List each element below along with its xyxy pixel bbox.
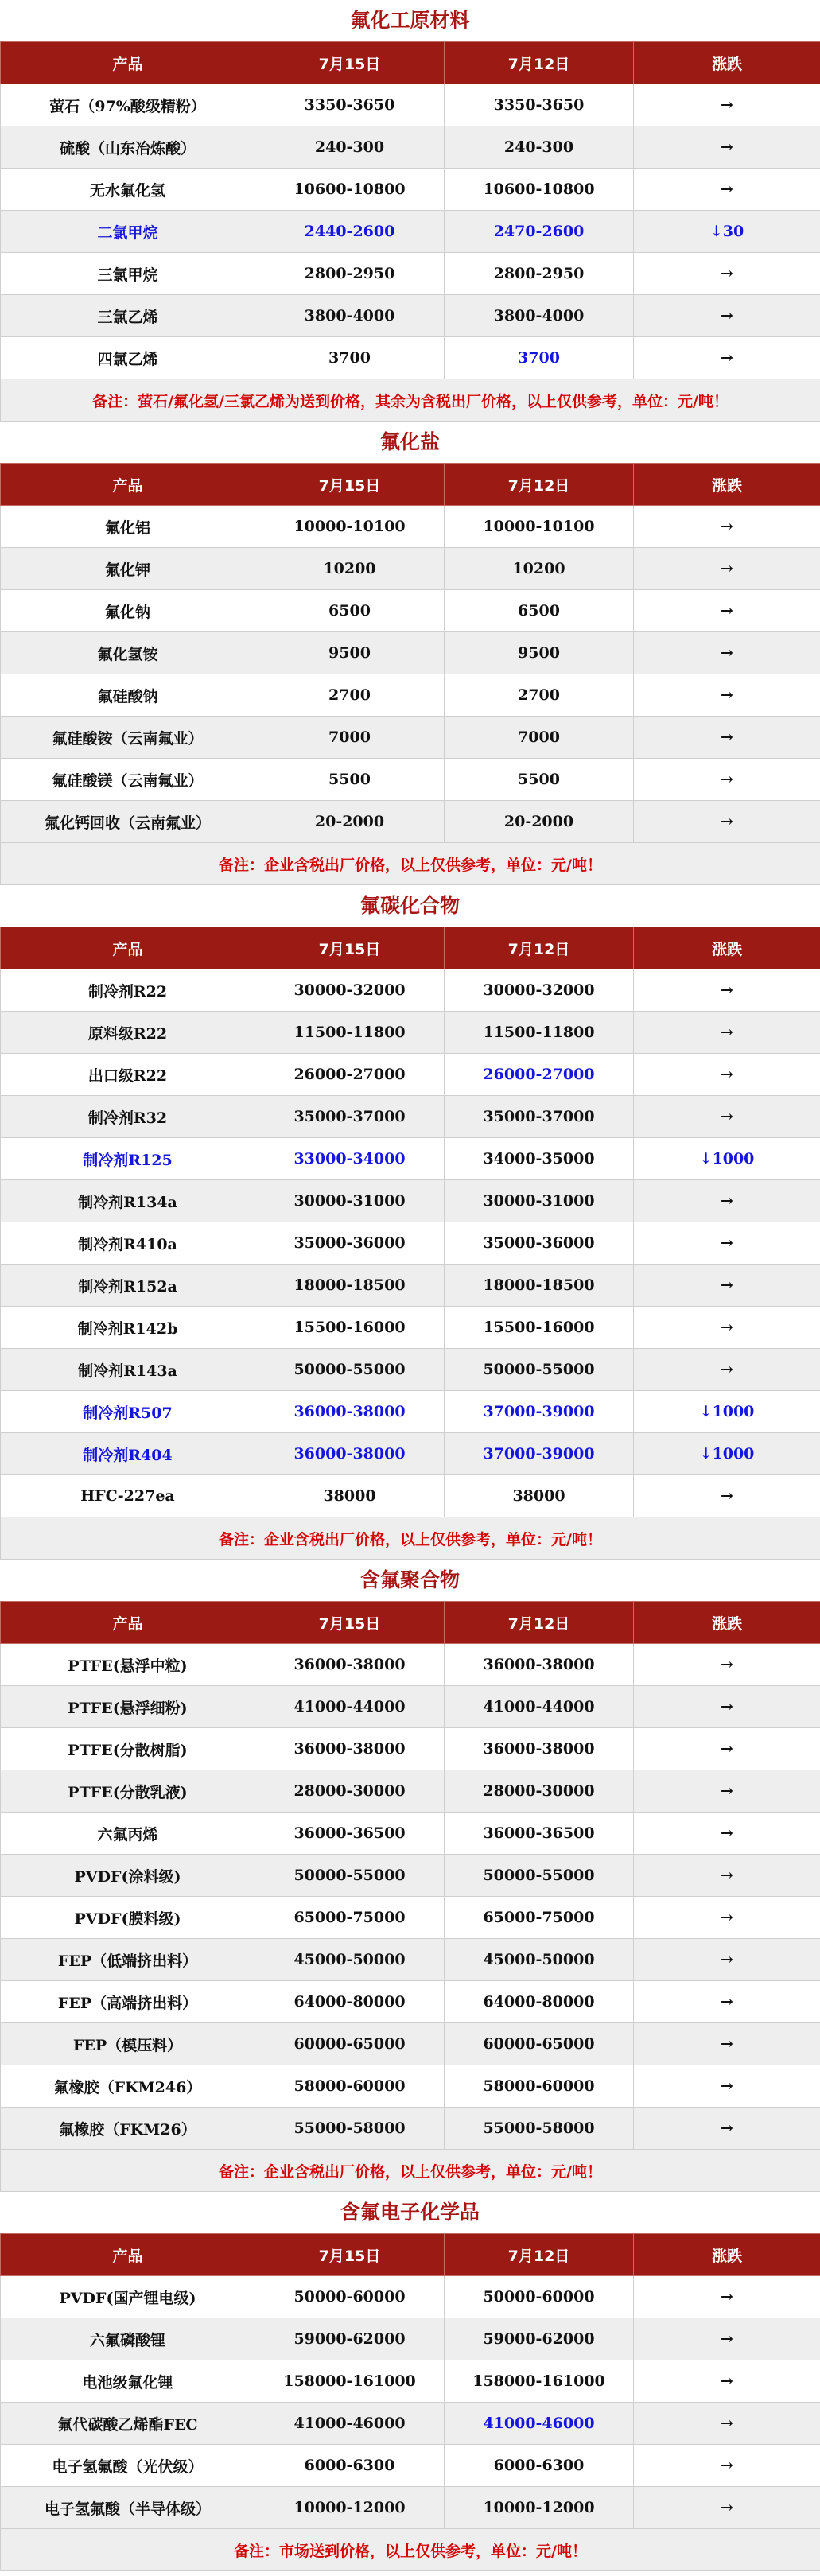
table-row	[1, 169, 820, 211]
price-change: ↓1000	[634, 1138, 820, 1180]
price-date-1: 33000-34000	[255, 1138, 445, 1180]
product-name: 出口级R22	[1, 1054, 255, 1096]
section-0	[0, 0, 820, 422]
header-date-1: 7月15日	[255, 927, 445, 969]
price-date-2: 50000-55000	[445, 1349, 634, 1391]
price-table	[0, 1601, 820, 2192]
table-row	[1, 1770, 820, 1813]
price-change: →	[634, 759, 820, 801]
table-row	[1, 1939, 820, 1981]
section-title: 含氟电子化学品	[340, 2201, 480, 2224]
table-header-row	[1, 42, 820, 84]
price-date-2: 240-300	[445, 126, 634, 169]
header-change: 涨跌	[634, 927, 820, 969]
price-change: →	[634, 1307, 820, 1349]
price-change: →	[634, 2360, 820, 2403]
product-name: 制冷剂R125	[1, 1138, 255, 1180]
product-name: 四氯乙烯	[1, 337, 255, 379]
price-date-2: 64000-80000	[445, 1981, 634, 2023]
price-date-2: 58000-60000	[445, 2065, 634, 2108]
table-row	[1, 1644, 820, 1686]
product-name: 氟代碳酸乙烯酯FEC	[1, 2403, 255, 2445]
price-date-1: 36000-38000	[255, 1728, 445, 1770]
price-change: →	[634, 2318, 820, 2360]
table-row	[1, 2318, 820, 2360]
table-row	[1, 295, 820, 337]
price-date-1: 3800-4000	[255, 295, 445, 337]
price-date-2: 6500	[445, 590, 634, 632]
price-date-2: 37000-39000	[445, 1433, 634, 1475]
header-date-1: 7月15日	[255, 1602, 445, 1644]
price-change: ↓1000	[634, 1391, 820, 1433]
product-name: 电子氢氟酸（光伏级）	[1, 2445, 255, 2487]
price-date-1: 10000-12000	[255, 2487, 445, 2529]
price-change: →	[634, 632, 820, 674]
price-date-2: 3700	[445, 337, 634, 379]
price-date-2: 2700	[445, 674, 634, 717]
price-date-2: 26000-27000	[445, 1054, 634, 1096]
price-change: →	[634, 1265, 820, 1307]
header-date-2: 7月12日	[445, 464, 634, 506]
table-header-row	[1, 1602, 820, 1644]
price-change: →	[634, 2276, 820, 2318]
table-row	[1, 211, 820, 253]
price-change: →	[634, 1096, 820, 1138]
price-date-2: 45000-50000	[445, 1939, 634, 1981]
price-change: →	[634, 1728, 820, 1770]
table-row	[1, 337, 820, 379]
price-table	[0, 463, 820, 885]
price-change: →	[634, 1012, 820, 1054]
price-date-2: 41000-44000	[445, 1686, 634, 1728]
table-row	[1, 1981, 820, 2023]
table-row	[1, 2487, 820, 2529]
section-4	[0, 2192, 820, 2571]
price-date-2: 30000-31000	[445, 1180, 634, 1222]
table-row	[1, 1475, 820, 1517]
price-date-1: 15500-16000	[255, 1307, 445, 1349]
price-date-1: 50000-60000	[255, 2276, 445, 2318]
price-change: →	[634, 84, 820, 126]
price-date-1: 6000-6300	[255, 2445, 445, 2487]
table-row	[1, 2023, 820, 2065]
product-name: PVDF(涂料级)	[1, 1855, 255, 1897]
price-date-2: 10600-10800	[445, 169, 634, 211]
price-date-2: 10000-10100	[445, 506, 634, 548]
price-date-1: 50000-55000	[255, 1349, 445, 1391]
header-change: 涨跌	[634, 1602, 820, 1644]
price-change: →	[634, 2487, 820, 2529]
price-date-1: 45000-50000	[255, 1939, 445, 1981]
product-name: 六氟磷酸锂	[1, 2318, 255, 2360]
price-date-1: 240-300	[255, 126, 445, 169]
price-date-2: 158000-161000	[445, 2360, 634, 2403]
table-header-row	[1, 464, 820, 506]
table-header-row	[1, 927, 820, 969]
price-table	[0, 927, 820, 1560]
price-date-1: 3700	[255, 337, 445, 379]
price-date-1: 5500	[255, 759, 445, 801]
price-date-2: 50000-55000	[445, 1855, 634, 1897]
section-title: 氟碳化合物	[359, 894, 460, 917]
price-date-2: 28000-30000	[445, 1770, 634, 1813]
price-date-1: 36000-36500	[255, 1813, 445, 1855]
price-date-2: 15500-16000	[445, 1307, 634, 1349]
section-title: 氟化盐	[379, 430, 440, 453]
product-name: 制冷剂R410a	[1, 1222, 255, 1265]
price-date-1: 36000-38000	[255, 1391, 445, 1433]
section-2	[0, 885, 820, 1560]
price-date-2: 3800-4000	[445, 295, 634, 337]
price-date-2: 50000-60000	[445, 2276, 634, 2318]
price-date-1: 35000-36000	[255, 1222, 445, 1265]
price-date-1: 55000-58000	[255, 2108, 445, 2150]
price-change: →	[634, 801, 820, 843]
table-row	[1, 1307, 820, 1349]
product-name: 三氯甲烷	[1, 253, 255, 295]
price-change: →	[634, 1897, 820, 1939]
section-note: 备注：企业含税出厂价格，以上仅供参考，单位：元/吨！	[1, 1517, 820, 1560]
price-date-1: 26000-27000	[255, 1054, 445, 1096]
section-title: 含氟聚合物	[359, 1568, 460, 1591]
price-date-2: 20-2000	[445, 801, 634, 843]
table-row	[1, 674, 820, 717]
price-change: →	[634, 1054, 820, 1096]
table-row	[1, 1349, 820, 1391]
product-name: 氟化铝	[1, 506, 255, 548]
header-product: 产品	[1, 42, 255, 84]
note-row	[1, 379, 820, 422]
price-date-1: 6500	[255, 590, 445, 632]
product-name: 氟硅酸钠	[1, 674, 255, 717]
table-row	[1, 801, 820, 843]
product-name: 电池级氟化锂	[1, 2360, 255, 2403]
table-row	[1, 590, 820, 632]
price-date-2: 37000-39000	[445, 1391, 634, 1433]
product-name: 无水氟化氢	[1, 169, 255, 211]
price-change: →	[634, 2445, 820, 2487]
price-change: →	[634, 1349, 820, 1391]
header-change: 涨跌	[634, 464, 820, 506]
price-date-2: 11500-11800	[445, 1012, 634, 1054]
header-product: 产品	[1, 1602, 255, 1644]
note-row	[1, 2529, 820, 2571]
product-name: 萤石（97%酸级精粉）	[1, 84, 255, 126]
price-change: →	[634, 126, 820, 169]
table-row	[1, 2276, 820, 2318]
price-date-2: 36000-38000	[445, 1728, 634, 1770]
table-row	[1, 2360, 820, 2403]
price-table	[0, 2233, 820, 2571]
price-date-2: 2470-2600	[445, 211, 634, 253]
header-date-1: 7月15日	[255, 464, 445, 506]
price-date-2: 59000-62000	[445, 2318, 634, 2360]
price-change: ↓30	[634, 211, 820, 253]
table-row	[1, 1054, 820, 1096]
product-name: 三氯乙烯	[1, 295, 255, 337]
section-note: 备注：企业含税出厂价格，以上仅供参考，单位：元/吨！	[1, 2150, 820, 2192]
section-title: 氟化工原材料	[350, 9, 470, 32]
product-name: 制冷剂R22	[1, 969, 255, 1012]
header-change: 涨跌	[634, 2234, 820, 2276]
product-name: 制冷剂R142b	[1, 1307, 255, 1349]
price-change: →	[634, 1180, 820, 1222]
product-name: 氟硅酸镁（云南氟业）	[1, 759, 255, 801]
price-date-1: 38000	[255, 1475, 445, 1517]
price-date-1: 59000-62000	[255, 2318, 445, 2360]
product-name: PTFE(分散乳液)	[1, 1770, 255, 1813]
product-name: 制冷剂R507	[1, 1391, 255, 1433]
price-change: →	[634, 1981, 820, 2023]
price-date-2: 5500	[445, 759, 634, 801]
price-date-2: 30000-32000	[445, 969, 634, 1012]
price-date-2: 35000-37000	[445, 1096, 634, 1138]
table-row	[1, 1728, 820, 1770]
price-date-1: 10200	[255, 548, 445, 590]
product-name: 氟橡胶（FKM26）	[1, 2108, 255, 2150]
table-row	[1, 2065, 820, 2108]
price-change: →	[634, 1855, 820, 1897]
product-name: PTFE(悬浮中粒)	[1, 1644, 255, 1686]
price-date-1: 10600-10800	[255, 169, 445, 211]
price-change: →	[634, 1686, 820, 1728]
price-date-1: 3350-3650	[255, 84, 445, 126]
header-date-1: 7月15日	[255, 2234, 445, 2276]
product-name: PVDF(国产锂电级)	[1, 2276, 255, 2318]
price-date-2: 55000-58000	[445, 2108, 634, 2150]
price-date-1: 11500-11800	[255, 1012, 445, 1054]
product-name: 氟橡胶（FKM246）	[1, 2065, 255, 2108]
product-name: 制冷剂R152a	[1, 1265, 255, 1307]
table-row	[1, 253, 820, 295]
product-name: HFC-227ea	[1, 1475, 255, 1517]
table-row	[1, 126, 820, 169]
table-row	[1, 969, 820, 1012]
price-change: →	[634, 506, 820, 548]
product-name: 二氯甲烷	[1, 211, 255, 253]
note-row	[1, 843, 820, 885]
table-row	[1, 506, 820, 548]
table-row	[1, 1096, 820, 1138]
table-row	[1, 1686, 820, 1728]
price-change: →	[634, 337, 820, 379]
product-name: 制冷剂R134a	[1, 1180, 255, 1222]
table-row	[1, 1012, 820, 1054]
price-date-2: 10000-12000	[445, 2487, 634, 2529]
price-date-2: 9500	[445, 632, 634, 674]
price-table	[0, 41, 820, 422]
price-date-1: 2440-2600	[255, 211, 445, 253]
note-row	[1, 2150, 820, 2192]
price-change: →	[634, 169, 820, 211]
price-date-2: 65000-75000	[445, 1897, 634, 1939]
price-date-2: 34000-35000	[445, 1138, 634, 1180]
table-row	[1, 1138, 820, 1180]
table-row	[1, 1855, 820, 1897]
product-name: 氟硅酸铵（云南氟业）	[1, 717, 255, 759]
price-date-1: 30000-31000	[255, 1180, 445, 1222]
price-change: →	[634, 2108, 820, 2150]
price-date-2: 36000-36500	[445, 1813, 634, 1855]
price-date-1: 18000-18500	[255, 1265, 445, 1307]
section-note: 备注：企业含税出厂价格，以上仅供参考，单位：元/吨！	[1, 843, 820, 885]
table-row	[1, 1897, 820, 1939]
price-change: →	[634, 253, 820, 295]
price-date-2: 3350-3650	[445, 84, 634, 126]
price-change: →	[634, 1770, 820, 1813]
price-date-1: 10000-10100	[255, 506, 445, 548]
table-row	[1, 1222, 820, 1265]
price-date-1: 41000-44000	[255, 1686, 445, 1728]
price-change: →	[634, 2023, 820, 2065]
table-row	[1, 1433, 820, 1475]
price-date-1: 158000-161000	[255, 2360, 445, 2403]
table-row	[1, 1265, 820, 1307]
product-name: 电子氢氟酸（半导体级）	[1, 2487, 255, 2529]
product-name: 制冷剂R32	[1, 1096, 255, 1138]
header-change: 涨跌	[634, 42, 820, 84]
price-date-2: 7000	[445, 717, 634, 759]
price-date-1: 2800-2950	[255, 253, 445, 295]
product-name: 原料级R22	[1, 1012, 255, 1054]
header-date-2: 7月12日	[445, 1602, 634, 1644]
section-3	[0, 1560, 820, 2192]
price-date-1: 9500	[255, 632, 445, 674]
table-row	[1, 1180, 820, 1222]
price-date-1: 7000	[255, 717, 445, 759]
price-date-2: 38000	[445, 1475, 634, 1517]
header-product: 产品	[1, 464, 255, 506]
price-change: →	[634, 717, 820, 759]
header-date-1: 7月15日	[255, 42, 445, 84]
product-name: FEP（高端挤出料）	[1, 1981, 255, 2023]
price-change: →	[634, 548, 820, 590]
header-product: 产品	[1, 2234, 255, 2276]
price-date-1: 20-2000	[255, 801, 445, 843]
table-row	[1, 717, 820, 759]
price-date-1: 65000-75000	[255, 1897, 445, 1939]
price-date-1: 35000-37000	[255, 1096, 445, 1138]
header-date-2: 7月12日	[445, 927, 634, 969]
price-date-1: 50000-55000	[255, 1855, 445, 1897]
price-date-2: 60000-65000	[445, 2023, 634, 2065]
product-name: 六氟丙烯	[1, 1813, 255, 1855]
product-name: 制冷剂R404	[1, 1433, 255, 1475]
table-header-row	[1, 2234, 820, 2276]
table-row	[1, 2403, 820, 2445]
table-row	[1, 632, 820, 674]
price-date-1: 41000-46000	[255, 2403, 445, 2445]
price-change: →	[634, 1475, 820, 1517]
product-name: PVDF(膜料级)	[1, 1897, 255, 1939]
table-row	[1, 2445, 820, 2487]
product-name: 氟化钠	[1, 590, 255, 632]
header-date-2: 7月12日	[445, 42, 634, 84]
price-date-1: 28000-30000	[255, 1770, 445, 1813]
product-name: FEP（模压料）	[1, 2023, 255, 2065]
price-change: →	[634, 674, 820, 717]
product-name: PTFE(分散树脂)	[1, 1728, 255, 1770]
price-change: →	[634, 1939, 820, 1981]
price-date-2: 41000-46000	[445, 2403, 634, 2445]
product-name: 制冷剂R143a	[1, 1349, 255, 1391]
price-date-1: 64000-80000	[255, 1981, 445, 2023]
price-date-1: 60000-65000	[255, 2023, 445, 2065]
product-name: FEP（低端挤出料）	[1, 1939, 255, 1981]
price-change: →	[634, 2403, 820, 2445]
section-note: 备注：市场送到价格，以上仅供参考，单位：元/吨！	[1, 2529, 820, 2571]
table-row	[1, 759, 820, 801]
product-name: 氟化钙回收（云南氟业）	[1, 801, 255, 843]
price-date-1: 30000-32000	[255, 969, 445, 1012]
header-product: 产品	[1, 927, 255, 969]
price-change: →	[634, 295, 820, 337]
price-date-2: 10200	[445, 548, 634, 590]
price-change: ↓1000	[634, 1433, 820, 1475]
price-change: →	[634, 969, 820, 1012]
price-date-2: 36000-38000	[445, 1644, 634, 1686]
price-date-2: 6000-6300	[445, 2445, 634, 2487]
price-date-1: 36000-38000	[255, 1644, 445, 1686]
table-row	[1, 84, 820, 126]
price-date-2: 35000-36000	[445, 1222, 634, 1265]
product-name: 氟化氢铵	[1, 632, 255, 674]
product-name: 氟化钾	[1, 548, 255, 590]
table-row	[1, 2108, 820, 2150]
table-row	[1, 548, 820, 590]
price-change: →	[634, 590, 820, 632]
note-row	[1, 1517, 820, 1560]
table-row	[1, 1813, 820, 1855]
section-note: 备注：萤石/氟化氢/三氯乙烯为送到价格，其余为含税出厂价格，以上仅供参考，单位：元/吨！	[1, 379, 820, 422]
price-change: →	[634, 1813, 820, 1855]
price-change: →	[634, 2065, 820, 2108]
table-row	[1, 1391, 820, 1433]
price-date-2: 2800-2950	[445, 253, 634, 295]
section-1	[0, 422, 820, 885]
price-date-1: 2700	[255, 674, 445, 717]
header-date-2: 7月12日	[445, 2234, 634, 2276]
price-date-1: 58000-60000	[255, 2065, 445, 2108]
price-change: →	[634, 1222, 820, 1265]
product-name: 硫酸（山东冶炼酸）	[1, 126, 255, 169]
price-change: →	[634, 1644, 820, 1686]
price-date-1: 36000-38000	[255, 1433, 445, 1475]
price-date-2: 18000-18500	[445, 1265, 634, 1307]
product-name: PTFE(悬浮细粉)	[1, 1686, 255, 1728]
